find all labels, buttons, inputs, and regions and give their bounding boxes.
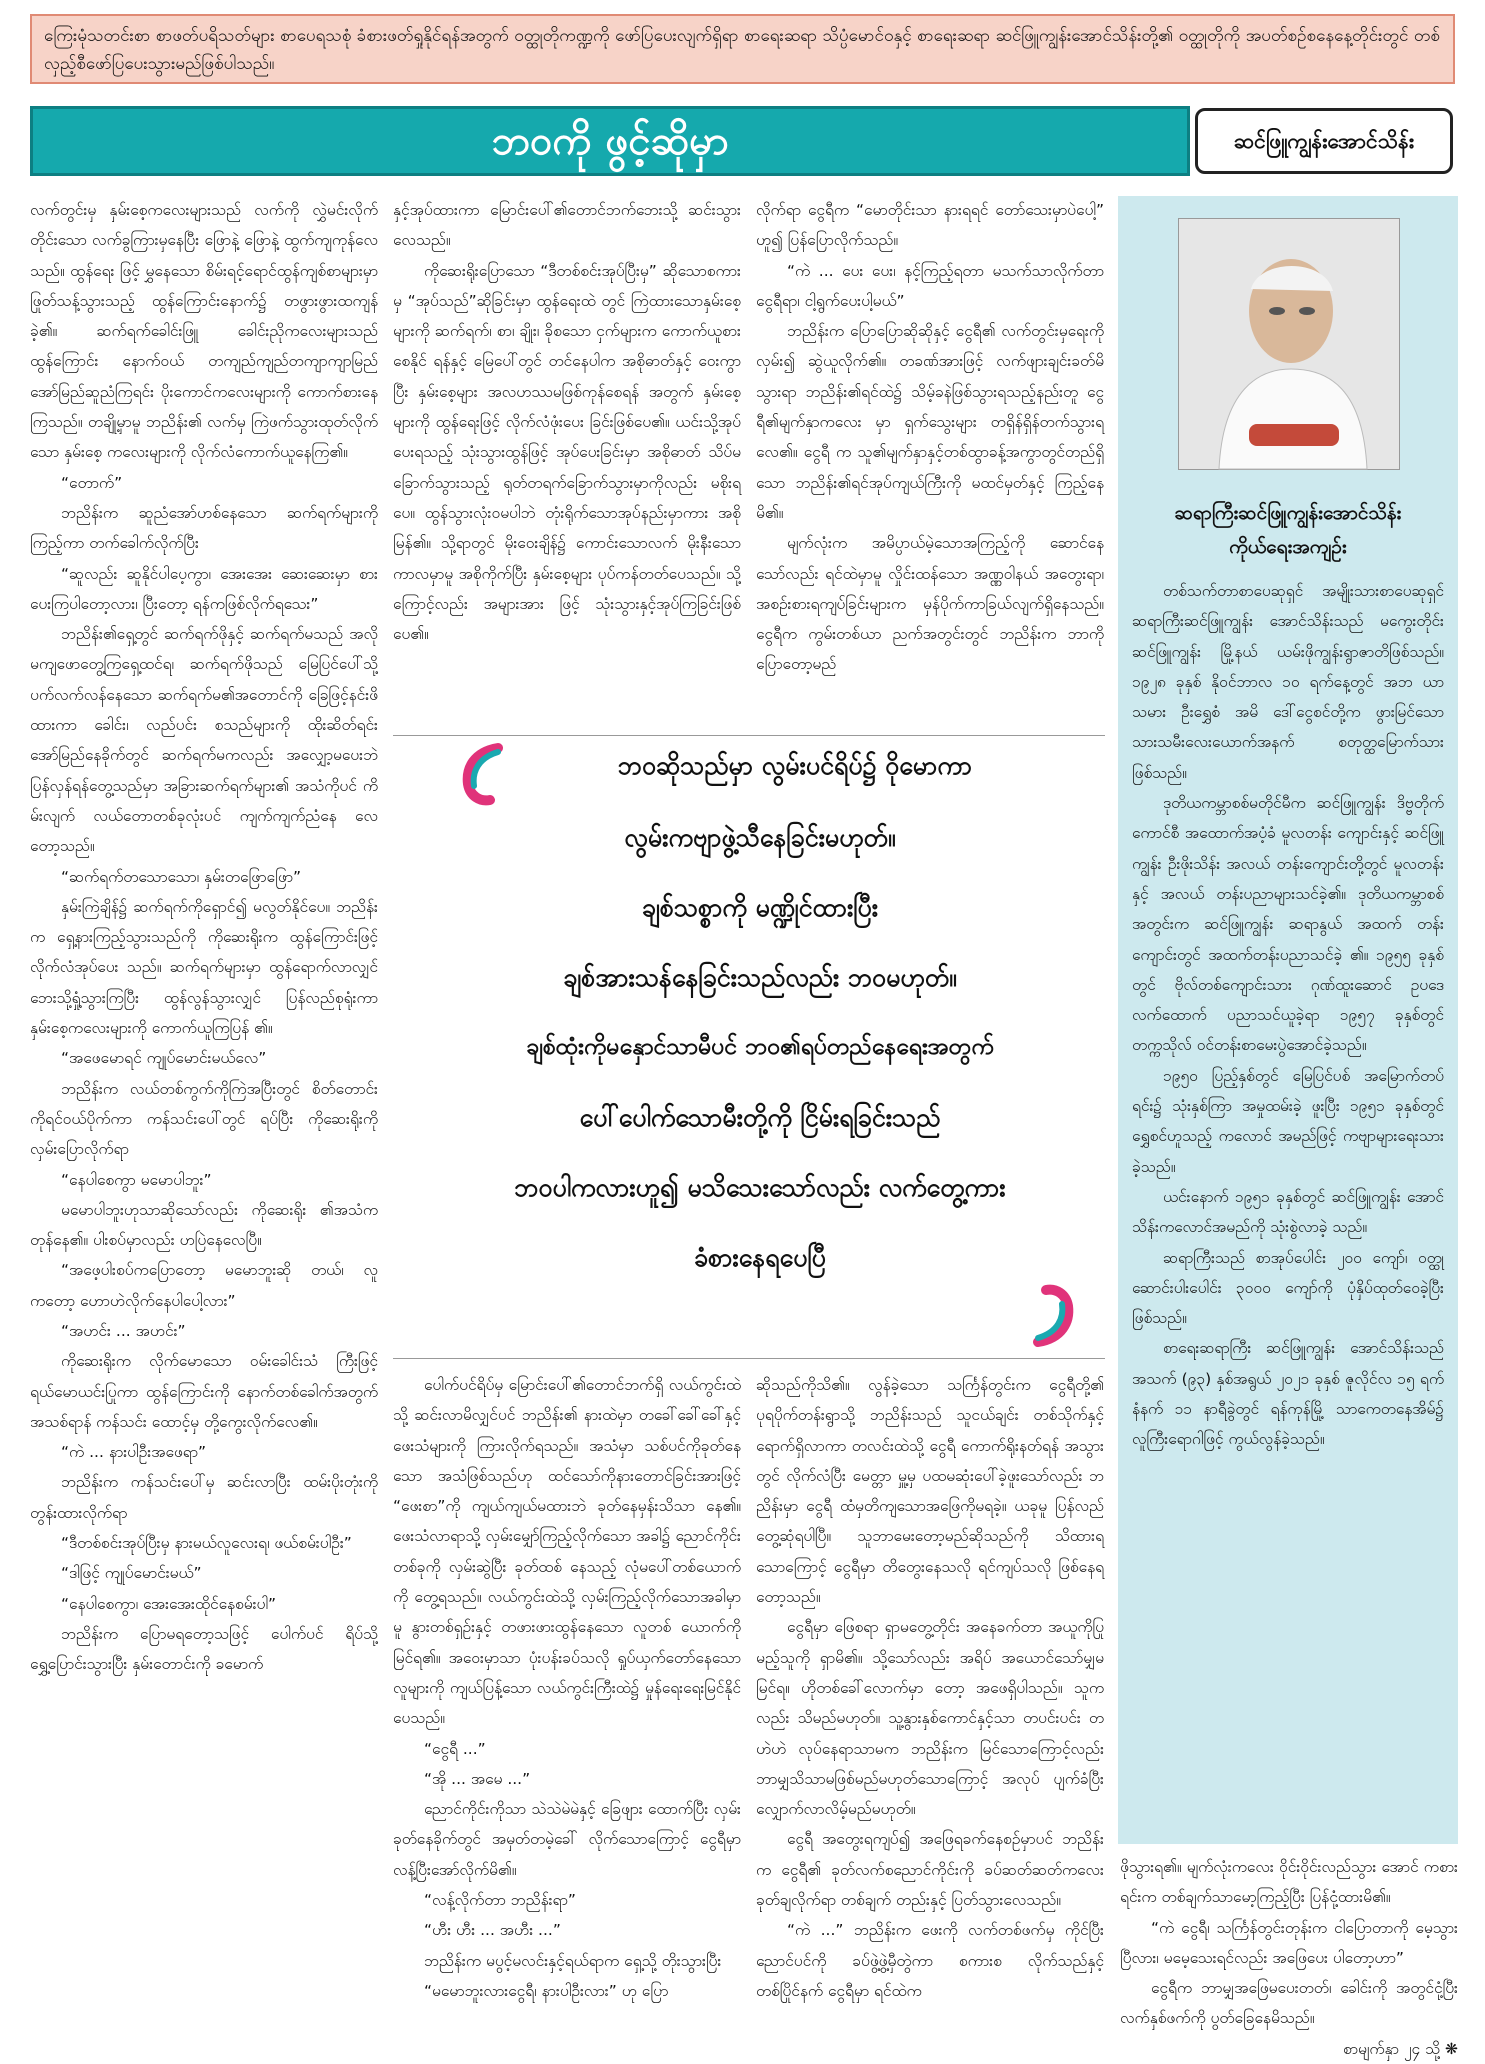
title-banner — [30, 106, 1190, 176]
paragraph: “ဆက်ရက်တသောသော၊ နှမ်းတဖြောဖြော” — [61, 867, 302, 886]
bio-paragraph: စာရေးဆရာကြီး ဆင်ဖြူကျွန်း အောင်သိန်းသည် အသက် (၉၃) နှစ်အရွယ် ၂၀၂၁ ခုနှစ် ဇူလိုင်လ ၁၅ ရက် နံနက် ၁၁ နာရီခွဲတွင် ရန်ကုန်မြို့ သာကေတနေအိမ်၌ လူကြီးရောဂါဖြင့် ကွယ်လွန်ခဲ့သည်။ — [1132, 1339, 1444, 1449]
paragraph: “ကဲ ... ပေး ပေး၊ နင့်ကြည့်ရတာ မသက်သာလိုက်တာ ငွေရီရာ၊ ငါ့ရွက်ပေးပါ့မယ်” — [756, 261, 1104, 310]
pull-quote-line: ဘဝဆိုသည်မှာ လွမ်းပင်ရိပ်၌ ဝိုမောကာ — [617, 751, 973, 780]
paragraph: မျက်လုံးက အမိပ္ပာယ်မဲ့သောအကြည့်ကို ဆောင်နေသော်လည်း ရင်ထဲမှာမူ လှိုင်းထန်သော အဏ္ဏဝါနယ် အတွေးရာ၊ အစဉ်းစားရကျပ်ခြင်းများက မှန်ပိုက်ကာခြယ်လျက်ရှိနေသည်။ ငွေရီက ကွမ်းတစ်ယာ ညက်အတွင်းတွင် ဘညိန်းက ဘာကိုပြောတော့မည် — [756, 534, 1104, 674]
paragraph: ဘညိန်းက ပြောပြောဆိုဆိုနှင့် ငွေရီ၏ လက်တွင်းမှရေးကိုလှမ်း၍ ဆွဲယူလိုက်၏။ တခဏ်အားဖြင့် လက်ဖျားချင်းခတ်မိသွားရာ ဘညိန်း၏ရင်ထဲ၌ သိမ့်ခနဲဖြစ်သွားရသည့်နည်းတူ ငွေရီ၏မျက်နှာကလေး မှာ ရှက်သွေးများ တရှိန်ရှိန်တက်သွားရလေ၏။ ငွေရီ က သူ၏မျက်နှာနှင့်တစ်ထွာခန့်အကွာတွင်တည်ရှိ သော ဘညိန်း၏ရင်အုပ်ကျယ်ကြီးကို မထင်မှတ်နှင့် ကြည့်နေမိ၏။ — [756, 322, 1104, 522]
paragraph: ကိုဆေးရိုးပြောသော “ဒီတစ်စင်းအုပ်ပြီးမှ” ဆိုသောစကားမှ “အုပ်သည်”ဆိုခြင်းမှာ ထွန်ရေးထဲ တွင် ကြဲထားသောနှမ်းစေ့များကို ဆက်ရက်၊ စာ၊ ချိုး၊ ခိုစသော ငှက်များက ကောက်ယူစားစေနိုင် ရန်နှင့် မြေပေါ်တွင် တင်နေပါက အစိုဓာတ်နှင့် ဝေးကွာပြီး နှမ်းစေ့များ အလဟဿမဖြစ်ကုန်စေရန် အတွက် နှမ်းစေ့များကို ထွန်ရေးဖြင့် လိုက်လံဖုံးပေး ခြင်းဖြစ်ပေ၏။ ယင်းသို့အုပ်ပေးရသည့် သုံးသွားထွန်ဖြင့် အုပ်ပေးခြင်းမှာ အစိုဓာတ် သိပ်မခြောက်သွားသည့် ရုတ်တရက်ခြောက်သွားမှာကိုလည်း မစိုးရပေ။ ထွန်သွားလုံးဝမပါဘဲ တုံးရိုက်သောအုပ်နည်းမှာကား အစိုမြန်၏။ သို့ရာတွင် မိုးဝေးချိန်၌ ကောင်းသောလက် မိုးနီးသောကာလမှာမူ အစိုကိုက်ပြီး နှမ်းစေ့များ ပုပ်ကန်တတ်ပေသည်။ သို့ကြောင့်လည်း အများအား ဖြင့် သုံးသွားနှင့်အုပ်ကြခြင်းဖြစ်ပေ၏။ — [393, 261, 741, 644]
paragraph: ဆိုသည်ကိုသိ၏။ လွန်ခဲ့သော သင်္ကြန်တွင်းက ငွေရီတို့၏ ပုရပိုက်တန်းရွာသို့ ဘညိန်းသည် သူငယ်ချင်း တစ်သိုက်နှင့် ရောက်ရှိလာကာ တလင်းထဲသို့ ငွေရီ ကောက်ရိုးနတ်ရန် အသွားတွင် လိုက်လံပြီး မေတ္တာ မှူ့မှ ပထမဆုံးပေါ်ခဲ့ဖူးသော်လည်း ဘညိန်းမှာ ငွေရီ ထံမှတိကျသောအဖြေကိုမရခဲ့။ ယခုမူ ပြန်လည် တွေ့ဆုံရပါပြီ။ သူဘာမေးတော့မည်ဆိုသည်ကို သိထားရသောကြောင့် ငွေရီမှာ တိတွေးနေသလို ရင်ကျပ်သလို ဖြစ်နေရတော့သည်။ — [756, 1376, 1104, 1607]
paragraph: “အဖေမောရင် ကျုပ်မောင်းမယ်လေ” — [61, 1049, 267, 1068]
paragraph: ငွေရီ အတွေးရကျပ်၍ အဖြေရခက်နေစဉ်မှာပင် ဘညိန်းက ငွေရီ၏ ခုတ်လက်စညောင်ကိုင်းကို ခပ်ဆတ်ဆတ်ကလေး ခုတ်ချလိုက်ရာ တစ်ချက် တည်းနှင့် ပြတ်သွားလေသည်။ — [756, 1830, 1104, 1910]
bio-text — [1132, 576, 1444, 1836]
paragraph: လက်တွင်းမှ နှမ်းစေ့ကလေးများသည် လက်ကို လွှဲမင်းလိုက်တိုင်းသော လက်ခွကြားမှနေပြီး ဖြောနဲ့ ဖြောနဲ့ ထွက်ကျကုန်လေသည်။ ထွန်ရေး ဖြင့် မွှနေသော စိမ်းရင့်ရောင်ထွန်ကျစ်စာများမှာ ဖြုတ်သန့်သွားသည့် ထွန်ကြောင်းနောက်၌ တဖွားဖွားထကျန်ခဲ့၏။ ဆက်ရက်ခေါင်းဖြူ ခေါင်းညိုကလေးများသည် ထွန်ကြောင်း နောက်ဝယ် တကျည်ကျည်တကျာကျာမြည် အော်မြည်ဆူညံကြရင်း ပိုးကောင်ကလေးများကို ကောက်စားနေကြသည်။ တချို့မှာမူ ဘညိန်း၏ လက်မှ ကြဲဖက်သွားထုတ်လိုက်သော နှမ်းစေ့ ကလေးများကို လိုက်လံကောက်ယူနေကြ၏။ — [30, 201, 378, 462]
paragraph: ဘညိန်းက လယ်တစ်ကွက်ကိုကြဲအပြီးတွင် စိတ်တောင်းကိုရင်ဝယ်ပိုက်ကာ ကန်သင်းပေါ်တွင် ရပ်ပြီး ကိုဆေးရိုးကို လှမ်းပြောလိုက်ရာ — [30, 1079, 378, 1159]
bio-heading-line: ကိုယ်ရေးအကျဉ်း — [1229, 536, 1347, 558]
paragraph: “ဒီတစ်စင်းအုပ်ပြီးမှ နားမယ်လူလေးရ၊ ဖယ်စမ်းပါဦး” — [61, 1534, 352, 1553]
paragraph: ပေါက်ပင်ရိပ်မှ မြောင်းပေါ်၏တောင်ဘက်ရှိ လယ်ကွင်းထဲသို့ ဆင်းလာမိလျှင်ပင် ဘညိန်း၏ နားထဲမှာ တခေါ်ခေါ်ခေါ်နှင့် ဖေးသံများကို ကြားလိုက်ရသည်။ အသံမှာ သစ်ပင်ကိုခုတ်နေသော အသံဖြစ်သည်ဟု ထင်သော်ကိုနားတောင်ခြင်းအားဖြင့် “ဖေးစာ”ကို ကျယ်ကျယ်မထားဘဲ ခုတ်နေမှန်းသိသာ နေ၏။ ဖေးသံလာရာသို့ လှမ်းမျှော်ကြည့်လိုက်သော အခါ၌ ညောင်ကိုင်းတစ်ခုကို လှမ်းဆွဲပြီး ခုတ်ထစ် နေသည့် လုံမပေါ်တစ်ယောက်ကို တွေ့ရသည်။ လယ်ကွင်းထဲသို့ လှမ်းကြည့်လိုက်သောအခါမှာမူ နွားတစ်ရှဉ်းနှင့် တဖားဖားထွန်နေသော လူတစ် ယောက်ကို မြင်ရ၏။ အဝေးမှာသာ ပုံးပန်းခပ်သလို ရှုပ်ယှက်တော်နေသောလူများကို ကျယ်ပြန့်သော လယ်ကွင်းကြီးထဲ၌ မှုန်ရေးရေးမြင်နိုင်ပေသည်။ — [393, 1376, 741, 1728]
paragraph: “နေပါစေကွာ၊ အေးအေးထိုင်နေစမ်းပါ” — [61, 1594, 277, 1613]
story-column-2-bottom — [393, 1370, 741, 2005]
paragraph: “အို ... အမေ ...” — [424, 1769, 531, 1788]
bio-heading-line: ဆရာကြီးဆင်ဖြူကျွန်းအောင်သိန်း — [1174, 502, 1402, 524]
paragraph: ဘညိန်းက ပြောမရတော့သဖြင့် ပေါက်ပင် ရိပ်သို့ ရွှေ့ပြောင်းသွားပြီး နှမ်းတောင်းကို ခမောက် — [30, 1624, 378, 1674]
divider — [393, 735, 1105, 736]
paragraph: “ကဲ ...” ဘညိန်းက ဖေးကို လက်တစ်ဖက်မှ ကိုင်ပြီး ညောင်ပင်ကို ခပ်ဖွဲ့ဖွဲ့မှီတွဲကာ စကားစ လိုက်သည်နှင့်တစ်ပြိုင်နက် ငွေရီမှာ ရင်ထဲက — [756, 1921, 1104, 2000]
paragraph: “ဒါဖြင့် ကျုပ်မောင်းမယ်” — [61, 1564, 202, 1583]
paragraph: “လန့်လိုက်တာ ဘညိန်းရာ” — [424, 1891, 576, 1910]
paragraph: “အဟင်း ... အဟင်း” — [61, 1321, 186, 1340]
story-column-4-bottom — [1120, 1852, 1458, 2058]
paragraph: ဖိုသွားရ၏။ မျက်လုံးကလေး ဝိုင်းဝိုင်းလည်သွား အောင် ကစားရင်းက တစ်ချက်သာမော့ကြည့်ပြီး ပြန်ငုံ့ထားမိ၏။ — [1120, 1858, 1458, 1907]
author-photo — [1178, 218, 1400, 470]
paragraph: ဘညိန်းက ကန်သင်းပေါ်မှ ဆင်းလာပြီး ထမ်းပိုးတုံးကို တွန်းထားလိုက်ရာ — [30, 1473, 378, 1522]
paragraph: “ဟီး ဟီး ... အဟီး ...” — [424, 1921, 561, 1940]
pull-quote-line: လွမ်းကဗျာဖွဲ့သီနေခြင်းမဟုတ်။ — [624, 823, 896, 852]
paragraph: မမောပါဘူးဟုသာဆိုသော်လည်း ကိုဆေးရိုး ၏အသံက တုန်နေ၏။ ပါးစပ်မှာလည်း ဟပြဲနေလေပြီ။ — [30, 1200, 378, 1250]
paragraph: “ကဲ ... နားပါဦးအဖေရာ” — [61, 1443, 207, 1462]
pull-quote-line: ပေါ်ပေါက်သောမီးတို့ကို ငြိမ်းရခြင်းသည် — [579, 1103, 941, 1132]
bio-heading — [1128, 496, 1448, 564]
portrait-image — [1179, 219, 1399, 469]
paragraph: “အဖေ့ပါးစပ်ကပြောတော့ မမောဘူးဆို တယ်၊ လူကတော့ ဟောဟဲလိုက်နေပါပေါ့လား” — [30, 1261, 378, 1310]
pull-quote-line: ခံစားနေရပေပြီ — [694, 1243, 826, 1272]
story-column-3-bottom — [756, 1370, 1104, 2005]
story-column-3-top — [756, 195, 1104, 720]
bio-paragraph: ဆရာကြီးသည် စာအုပ်ပေါင်း ၂၀၀ ကျော်၊ ဝတ္ထုဆောင်းပါးပေါင်း ၃၀၀၀ ကျော်ကို ပုံနှိပ်ထုတ်ဝေခဲ့ပြီးဖြစ်သည်။ — [1132, 1248, 1444, 1328]
close-quote-icon — [1032, 1282, 1078, 1346]
paragraph: “နေပါစေကွာ မမောပါဘူး” — [61, 1170, 212, 1189]
story-title: ဘဝကို ဖွင့်ဆိုမှာ — [491, 118, 729, 164]
pull-quote-line: ဘဝပါကလားဟူ၍ မသိသေးသော်လည်း လက်တွေ့ကား — [514, 1173, 1006, 1202]
paragraph: ဘညိန်းက မပွင့်မလင်းနှင့်ရယ်ရာက ရှေ့သို့ တိုးသွားပြီး — [424, 1951, 722, 1970]
continued-notice: စာမျက်နှာ ၂၄ သို့ ❋ — [1342, 2039, 1458, 2058]
paragraph: ဘညိန်းက ဆူညံအော်ဟစ်နေသော ဆက်ရက်များကိုကြည့်ကာ တက်ခေါက်လိုက်ပြီး — [30, 503, 378, 553]
divider — [393, 1358, 1105, 1359]
paragraph: ကိုဆေးရိုးက လိုက်မောသော ဝမ်းခေါင်းသံ ကြီးဖြင့် ရယ်မောယင်းပြုကာ ထွန်ကြောင်းကို နောက်တစ်ခေါက်အတွက် အသစ်ရာန် ကန်သင်း ထောင့်မှ တို့ကွေးလိုက်လေ၏။ — [30, 1352, 378, 1431]
bio-paragraph: တစ်သက်တာစာပေဆုရှင် အမျိုးသားစာပေဆုရှင် ဆရာကြီးဆင်ဖြူကျွန်း အောင်သိန်းသည် မကွေးတိုင်း ဆင်ဖြူကျွန်း မြို့နယ် ယမ်းဖိုကျွန်းရွာဇာတိဖြစ်သည်။ ၁၉၂၈ ခုနှစ် နိုဝင်ဘာလ ၁၀ ရက်နေ့တွင် အဘ ယာသမား ဦးရွှေစံ အမိ ဒေါ်ငွေစင်တို့က ဖွားမြင်သော သားသမီးလေးယောက်အနက် စတုတ္ထမြောက်သားဖြစ်သည်။ — [1132, 582, 1444, 782]
paragraph: “တောက်” — [61, 473, 123, 492]
paragraph: “မမောဘူးလားငွေရီ၊ နားပါဦးလား” ဟု ပြော — [424, 1981, 669, 2000]
paragraph: ဘညိန်း၏ရှေ့တွင် ဆက်ရက်ဖိုနှင့် ဆက်ရက်မသည် အလိုမကျဖောတွေ့ကြရှေ့ထင်ရ၊ ဆက်ရက်ဖိုသည် မြေပြင်ပေါ်သို့ ပက်လက်လန်နေသော ဆက်ရက်မ၏အတောင်ကို ခြေဖြင့်နင်းဖိထားကာ ခေါင်း၊ လည်ပင်း စသည်များကို ထိုးဆိတ်ရင်း အော်မြည်နေခိုက်တွင် ဆက်ရက်မကလည်း အလျှော့မပေးဘဲ ပြန်လှန်ရန်တွေ့သည်မှာ အခြားဆက်ရက်များ၏ အသံကိုပင် ကိမ်းလျက် လယ်တောတစ်ခုလုံးပင် ကျက်ကျက်ညံနေ လေတော့သည်။ — [30, 625, 378, 856]
paragraph: “ဆူလည်း ဆူနိုင်ပါပေ့ကွာ၊ အေးအေး ဆေးဆေးမှာ စားပေးကြပါတော့လား၊ ပြီးတော့ ရန်ကဖြစ်လိုက်ရသေး” — [30, 564, 378, 613]
paragraph: ငွေရီက ဘာမျှအဖြေမပေးတတ်၊ ခေါင်းကို အတွင်ငုံ့ပြီး လက်နှစ်ဖက်ကို ပွတ်ခြေနေမိသည်။ — [1120, 1979, 1458, 2028]
author-name: ဆင်ဖြူကျွန်းအောင်သိန်း — [1195, 108, 1453, 174]
author-bio-sidebar — [1118, 196, 1458, 1844]
bio-paragraph: ယင်းနောက် ၁၉၅၁ ခုနှစ်တွင် ဆင်ဖြူကျွန်း အောင်သိန်းကလောင်အမည်ကို သုံးစွဲလာခဲ့ သည်။ — [1132, 1187, 1444, 1237]
paragraph: လိုက်ရာ ငွေရီက “မောတိုင်းသာ နားရရင် တော်သေးမှာပဲပေါ့” ဟူ၍ ပြန်ပြောလိုက်သည်။ — [756, 201, 1104, 250]
paragraph: ငွေရီမှာ ဖြေစရာ ရှာမတွေ့တိုင်း အနေခက်တာ အယူကိုပြုမည့်သူကို ရှာမိ၏။ သို့သော်လည်း အရိပ် အယောင်သော်မျှမမြင်ရ။ ဟိုတစ်ခေါ်လောက်မှာ တော့ အဖေရှိပါသည်။ သူကလည်း သိမည်မဟုတ်။ သူ့နွားနှစ်ကောင်နှင့်သာ တပင်းပင်း တဟဲဟဲ လုပ်နေရာသာမက ဘညိန်းက မြင်သောကြောင့်လည်း ဘာမျှသိသာမဖြစ်မည်မဟုတ်သောကြောင့် အလုပ် ပျက်ခံပြီး လျှောက်လာလိမ့်မည်မဟုတ်။ — [756, 1618, 1104, 1819]
intro-notice: ကြေးမုံသတင်းစာ စာဖတ်ပရိသတ်များ စာပေရသစုံ ခံစားဖတ်ရှုနိုင်ရန်အတွက် ဝတ္ထုတိုကဏ္ဍကို ဖော်ပြပေးလျက်ရှိရာ စာရေးဆရာ သိပ္ပံမောင်ဝနှင့် စာရေးဆရာ ဆင်ဖြူကျွန်းအောင်သိန်းတို့၏ ဝတ္ထုတိုကို အပတ်စဉ်စနေနေ့တိုင်းတွင် တစ်လှည့်စီဖော်ပြပေးသွားမည်ဖြစ်ပါသည်။ — [30, 14, 1455, 84]
paragraph: နှင့်အုပ်ထားကာ မြောင်းပေါ်၏တောင်ဘက်ဘေးသို့ ဆင်းသွားလေသည်။ — [393, 201, 741, 250]
story-column-1 — [30, 195, 378, 2005]
story-column-2-top — [393, 195, 741, 720]
bio-paragraph: ဒုတိယကမ္ဘာစစ်မတိုင်မီက ဆင်ဖြူကျွန်း ဒိဗ္ဗတိုက်ကောင်စီ အထောက်အပံ့ခံ မူလတန်း ကျောင်းနှင့် ဆင်ဖြူကျွန်း ဦးဖိုးသိန်း အလယ် တန်းကျောင်းတို့တွင် မူလတန်းနှင့် အလယ် တန်းပညာများသင်ခဲ့၏။ ဒုတိယကမ္ဘာစစ် အတွင်းက ဆင်ဖြူကျွန်း ဆရာနွယ် အထက် တန်းကျောင်းတွင် အထက်တန်းပညာသင်ခဲ့ ၏။ ၁၉၅၅ ခုနှစ်တွင် ဗိုလ်တစ်ကျောင်းသား ဂုဏ်ထူးဆောင် ဥပဒေ လက်ထောက် ပညာသင်ယူခဲ့ရာ ၁၉၅၇ ခုနှစ်တွင် တက္ကသိုလ် ဝင်တန်းစာမေးပွဲအောင်ခဲ့သည်။ — [1132, 794, 1444, 1055]
paragraph: နှမ်းကြဲချိန်၌ ဆက်ရက်ကိုရှောင်၍ မလွတ်နိုင်ပေ။ ဘညိန်းက ရှေ့နားကြည့်သွားသည်ကို ကိုဆေးရိုးက ထွန်ကြောင်းဖြင့် လိုက်လံအုပ်ပေး သည်။ ဆက်ရက်များမှာ ထွန်ရောက်လာလျှင် ဘေးသို့ရှုံ့သွားကြပြီး ထွန်လွန်သွားလျှင် ပြန်လည်စုရုံးကာ နှမ်းစေ့ကလေးများကို ကောက်ယူကြပြန် ၏။ — [30, 897, 378, 1038]
pull-quote-line: ချစ်သစ္စာကို မဏ္ဍိုင်ထားပြီး — [641, 893, 879, 922]
pull-quote — [420, 742, 1100, 1340]
paragraph: ညောင်ကိုင်းကိုသာ သဲသဲမဲမဲနှင့် ခြေဖျား ထောက်ပြီး လှမ်းခုတ်နေခိုက်တွင် အမှတ်တမဲ့ခေါ် လိုက်သောကြောင့် ငွေရီမှာ လန့်ပြီးအော်လိုက်မိ၏။ — [393, 1800, 741, 1879]
pull-quote-line: ချစ်အားသန်နေခြင်းသည်လည်း ဘဝမဟုတ်။ — [563, 963, 957, 992]
pull-quote-line: ချစ်ထုံးကိုမနှောင်သာမီပင် ဘဝ၏ရပ်တည်နေရေးအတွက် — [526, 1034, 994, 1060]
paragraph: “ကဲ ငွေရီ၊ သင်္ကြန်တွင်းတုန်းက ငါပြောတာကို မေ့သွားပြီလား၊ မမေ့သေးရင်လည်း အဖြေပေး ပါတော့ဟာ” — [1120, 1918, 1458, 1967]
bio-paragraph: ၁၉၅၀ ပြည့်နှစ်တွင် မြေပြင်ပစ် အမြောက်တပ်ရင်း၌ သုံးနှစ်ကြာ အမှုထမ်းခဲ့ ဖူးပြီး ၁၉၅၁ ခုနှစ်တွင် ရွှေစင်ဟူသည့် ကလောင် အမည်ဖြင့် ကဗျာများရေးသားခဲ့သည်။ — [1132, 1066, 1444, 1176]
paragraph: “ငွေရီ ...” — [424, 1739, 486, 1758]
